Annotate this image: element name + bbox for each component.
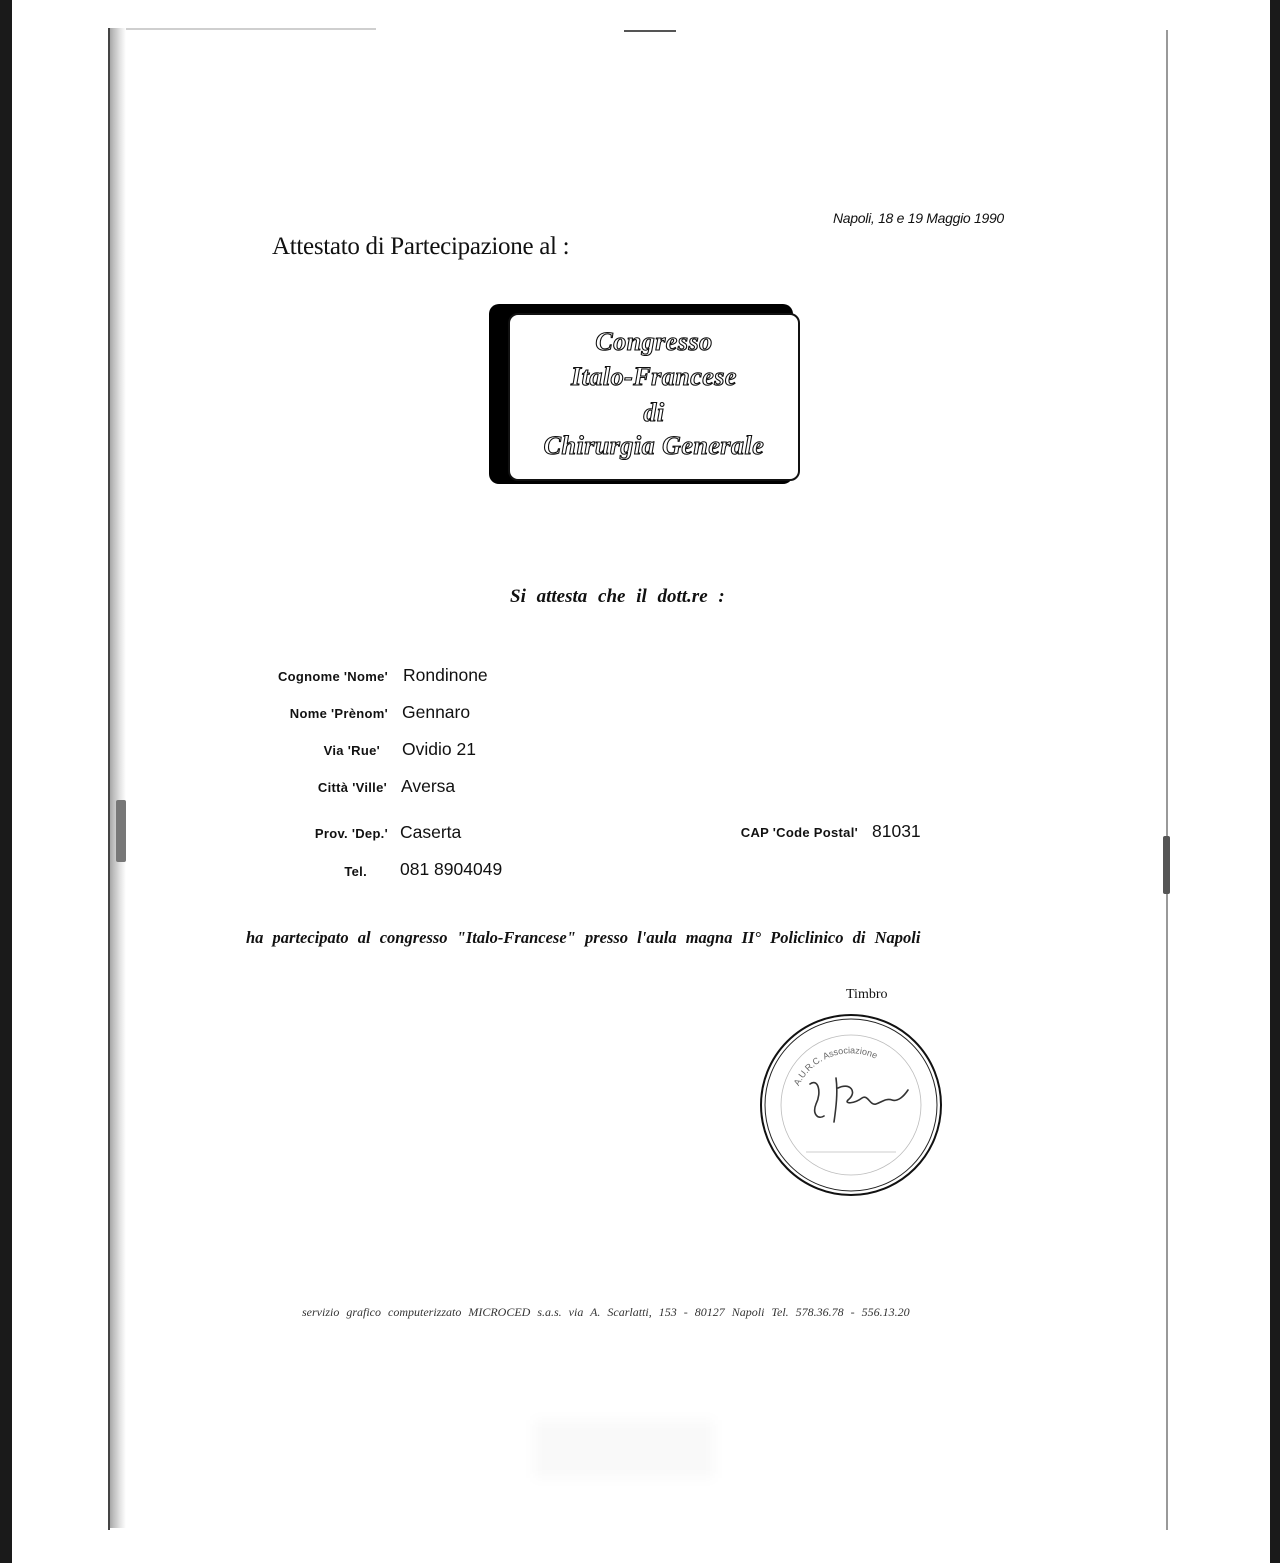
congress-title-box — [508, 313, 800, 481]
congress-line-1: Congresso — [595, 327, 713, 356]
binder-clip-right — [1163, 836, 1170, 894]
right-black-border — [1270, 0, 1280, 1563]
signature-scribble — [810, 1078, 908, 1122]
official-stamp — [758, 1012, 944, 1198]
congress-line-4: Chirurgia Generale — [543, 431, 765, 460]
attestation-intro: Si attesta che il dott.re : — [510, 586, 725, 607]
prov-label: Prov. 'Dep.' — [314, 826, 388, 841]
tel-value: 081 8904049 — [400, 859, 503, 879]
nome-value: Gennaro — [402, 702, 471, 722]
scan-shadow-left — [108, 28, 126, 1528]
scan-smudge — [534, 1420, 714, 1478]
nome-label: Nome 'Prènom' — [289, 706, 388, 721]
citta-label: Città 'Ville' — [317, 780, 387, 795]
congress-line-2: Italo-Francese — [571, 362, 737, 391]
tel-label: Tel. — [344, 864, 367, 879]
cognome-label: Cognome 'Nome' — [277, 669, 388, 684]
prov-value: Caserta — [400, 822, 462, 842]
scan-top-mark — [624, 30, 676, 32]
cap-value: 81031 — [872, 821, 921, 841]
citta-value: Aversa — [401, 776, 456, 796]
scan-top-edge — [126, 28, 376, 30]
via-label: Via 'Rue' — [323, 743, 380, 758]
via-value: Ovidio 21 — [402, 739, 476, 759]
congress-line-3: di — [643, 398, 665, 427]
left-black-border — [0, 0, 12, 1563]
stamp-arc-text: A.U.R.C. Associazione — [791, 1045, 879, 1088]
binder-clip-left — [116, 800, 126, 862]
timbro-label: Timbro — [846, 987, 888, 1002]
participation-statement: ha partecipato al congresso "Italo-Francese" presso l'aula magna II° Policlinico di Napoli — [246, 928, 921, 947]
scan-edge-line — [108, 28, 110, 1530]
cap-label: CAP 'Code Postal' — [740, 825, 858, 840]
scan-right-edge — [1166, 30, 1168, 1530]
certificate-heading: Attestato di Partecipazione al : — [272, 233, 570, 260]
cognome-value: Rondinone — [403, 665, 488, 685]
event-date: Napoli, 18 e 19 Maggio 1990 — [833, 210, 1004, 226]
printer-footer: servizio grafico computerizzato MICROCED s.a.s. via A. Scarlatti, 153 - 80127 Napoli Tel. 578.36.78 - 556.13.20 — [302, 1305, 910, 1319]
